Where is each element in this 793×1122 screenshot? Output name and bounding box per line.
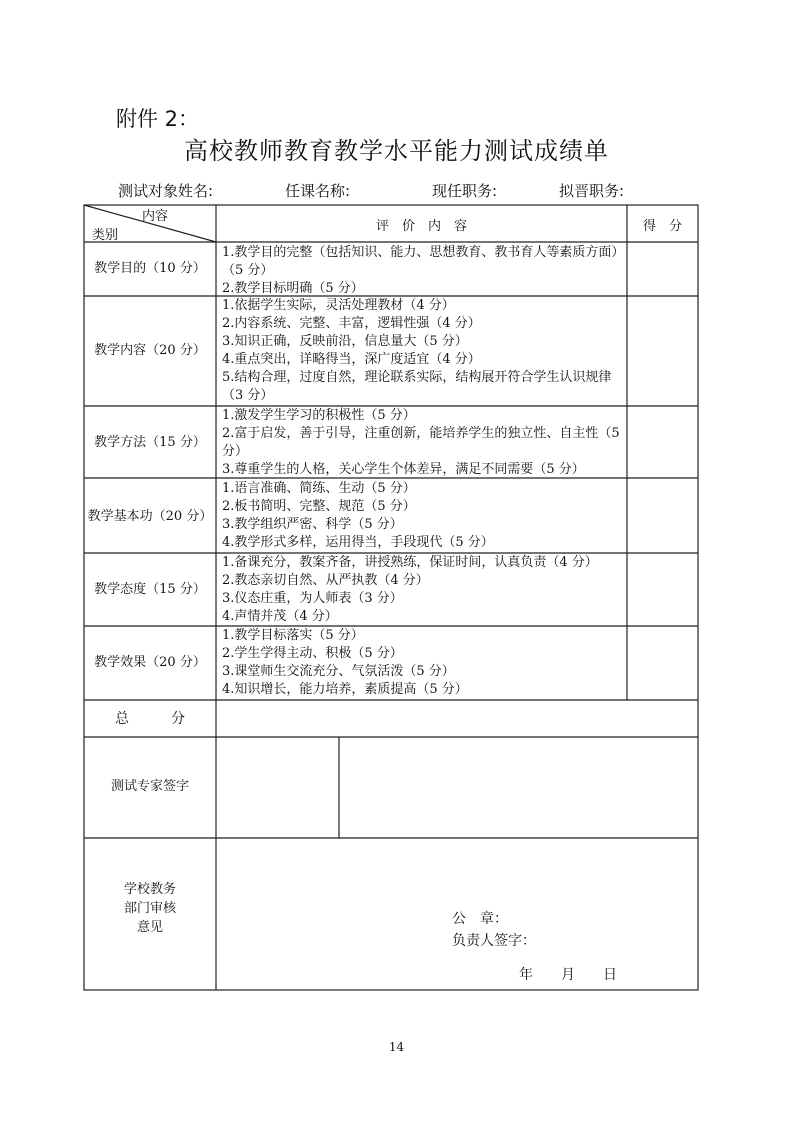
list-item: 2.板书简明、完整、规范（5 分）: [222, 499, 416, 514]
category-teaching-method: 教学方法（15 分）: [94, 435, 206, 450]
list-item: 2.教态亲切自然、从严执教（4 分）: [222, 573, 429, 588]
category-teaching-content: 教学内容（20 分）: [94, 343, 206, 358]
total-score-label: 总 分: [115, 711, 185, 727]
school-review-label-line: 意见: [136, 920, 163, 935]
list-item: 1.教学目的完整（包括知识、能力、思想教育、教书育人等素质方面）（5 分）: [222, 245, 618, 278]
category-teaching-objective: 教学目的（10 分）: [94, 261, 206, 276]
list-item: 1.依据学生实际，灵活处理教材（4 分）: [222, 298, 455, 313]
school-review-label-line: 部门审核: [123, 901, 176, 916]
corner-label-category: 类别: [92, 228, 119, 243]
list-item: 2.富于启发，善于引导，注重创新，能培养学生的独立性、自主性（5 分）: [222, 426, 620, 459]
category-items: [222, 244, 624, 298]
list-item: 1.备课充分，教案齐备，讲授熟练，保证时间，认真负责（4 分）: [222, 555, 598, 570]
date-label: 年 月 日: [519, 967, 617, 983]
seal-label: 公 章：: [452, 911, 508, 927]
category-teaching-attitude: 教学态度（15 分）: [94, 582, 206, 597]
page-number: 14: [388, 1040, 405, 1054]
list-item: 4.声情并茂（4 分）: [222, 609, 338, 624]
field-proposed-position: 拟晋职务:: [559, 182, 625, 200]
school-review-label: [84, 880, 216, 937]
category-items: [222, 480, 624, 552]
corner-label-content: 内容: [142, 209, 169, 224]
list-item: 3.教学组织严密、科学（5 分）: [222, 517, 403, 532]
list-item: 2.学生学得主动、积极（5 分）: [222, 646, 403, 661]
field-test-subject-name: 测试对象姓名:: [118, 182, 214, 200]
category-basic-skills: 教学基本功（20 分）: [87, 509, 213, 524]
list-item: 3.仪态庄重，为人师表（3 分）: [222, 591, 403, 606]
field-course-name: 任课名称:: [285, 182, 351, 200]
category-items: [222, 627, 624, 699]
school-review-label-line: 学校教务: [123, 882, 176, 897]
list-item: 4.重点突出，详略得当，深广度适宜（4 分）: [222, 352, 481, 367]
category-items: [222, 297, 624, 405]
list-item: 3.尊重学生的人格，关心学生个体差异，满足不同需要（5 分）: [222, 462, 585, 477]
list-item: 1.教学目标落实（5 分）: [222, 628, 364, 643]
category-items: [222, 407, 624, 479]
content-column-header: 评 价 内 容: [375, 219, 467, 234]
field-current-position: 现任职务:: [432, 182, 498, 200]
category-items: [222, 554, 624, 626]
list-item: 2.内容系统、完整、丰富，逻辑性强（4 分）: [222, 316, 481, 331]
list-item: 4.教学形式多样，运用得当，手段现代（5 分）: [222, 535, 494, 550]
list-item: 1.语言准确、简练、生动（5 分）: [222, 481, 416, 496]
list-item: 3.知识正确，反映前沿，信息量大（5 分）: [222, 334, 468, 349]
attachment-label: 附件 2：: [116, 107, 200, 131]
list-item: 3.课堂师生交流充分、气氛活泼（5 分）: [222, 664, 455, 679]
document-title: 高校教师教育教学水平能力测试成绩单: [184, 137, 609, 165]
list-item: 5.结构合理，过度自然，理论联系实际，结构展开符合学生认识规律（3 分）: [222, 370, 612, 403]
category-teaching-effect: 教学效果（20 分）: [94, 655, 206, 670]
responsible-signature-label: 负责人签字：: [452, 933, 536, 949]
list-item: 2.教学目标明确（5 分）: [222, 281, 364, 296]
list-item: 1.激发学生学习的积极性（5 分）: [222, 408, 416, 423]
score-column-header: 得 分: [642, 219, 682, 234]
expert-signature-label: 测试专家签字: [110, 779, 189, 794]
list-item: 4.知识增长，能力培养，素质提高（5 分）: [222, 682, 468, 697]
